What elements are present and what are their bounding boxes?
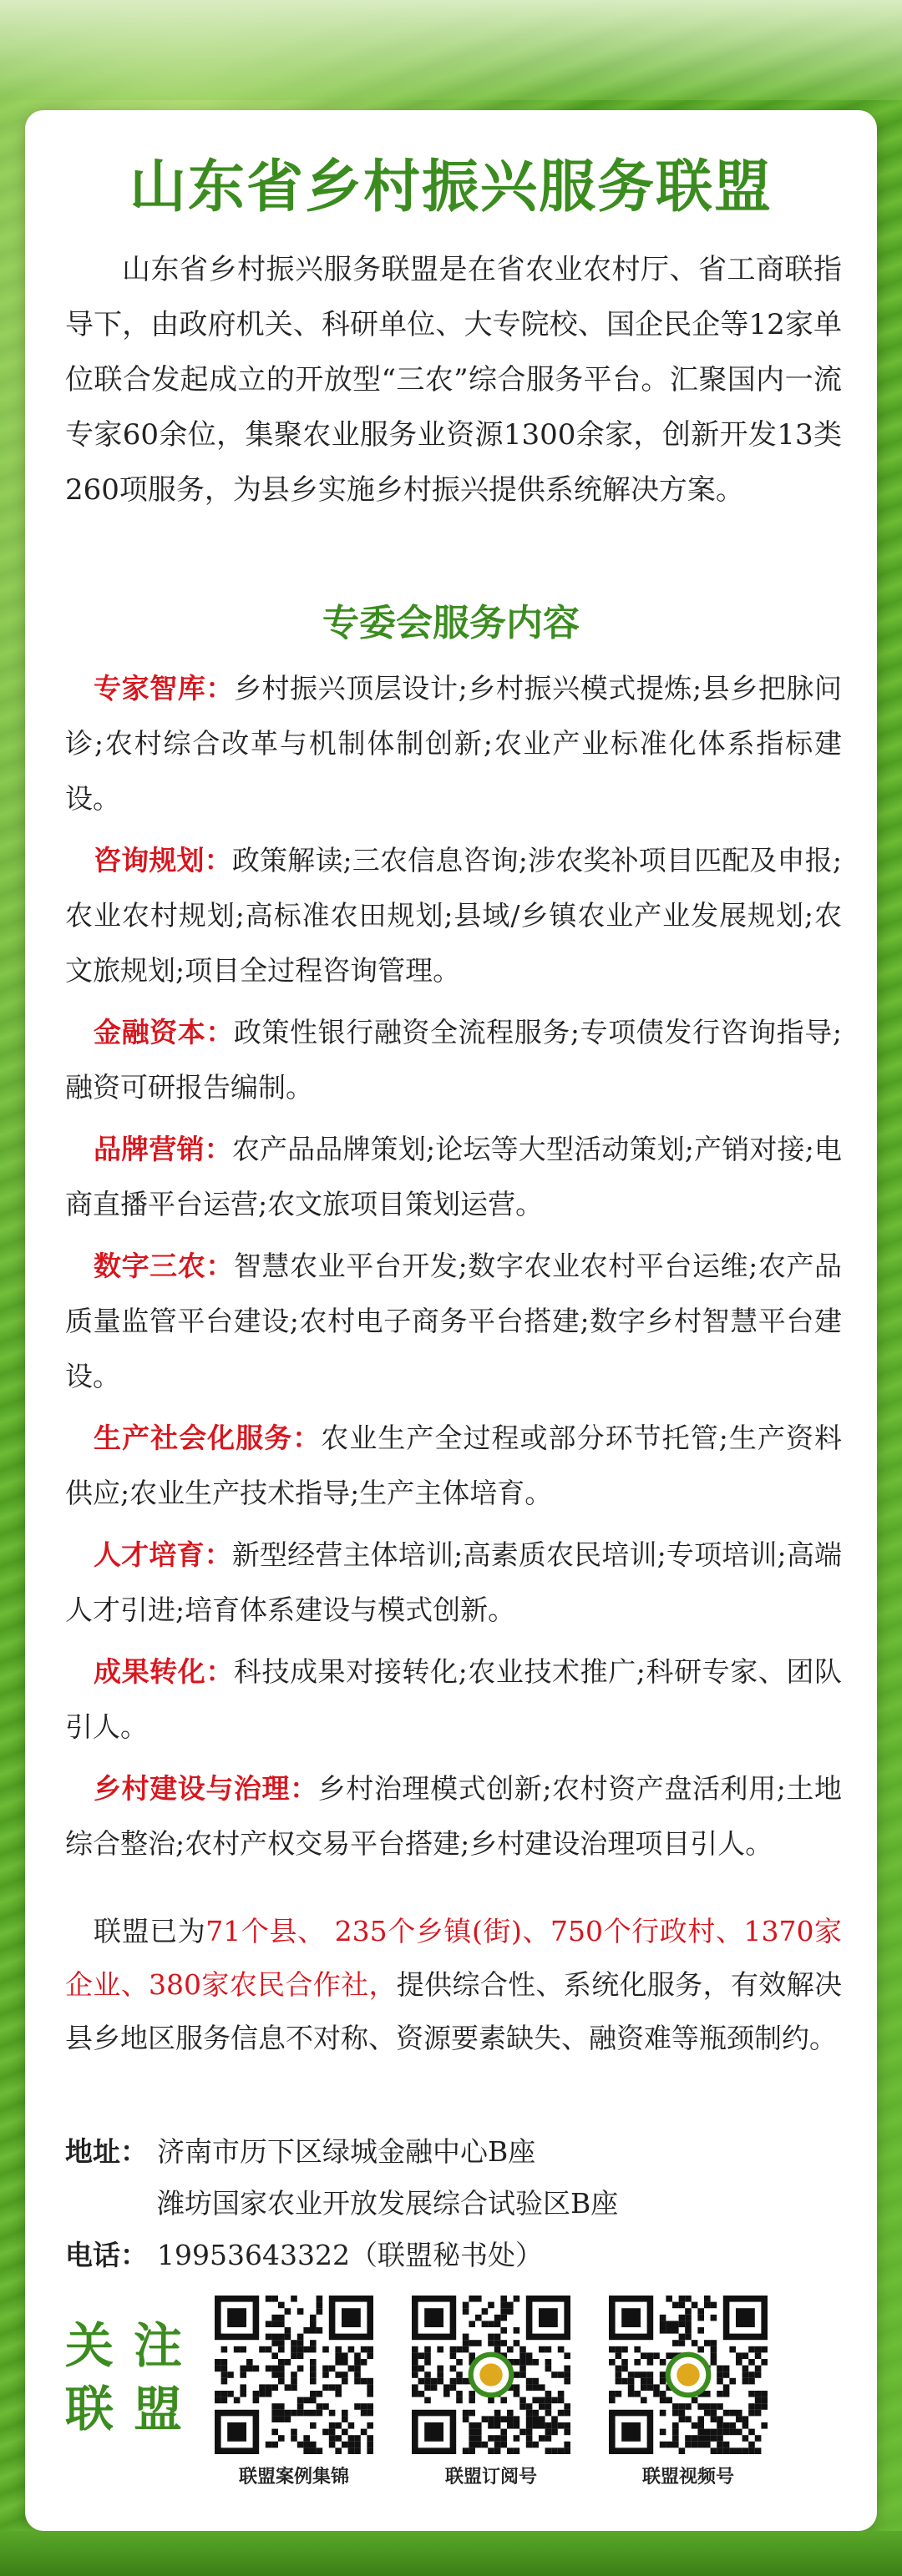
qr-code-icon [412, 2296, 570, 2454]
qr-caption: 联盟订阅号 [444, 2467, 537, 2488]
service-item [65, 1761, 842, 1871]
service-text: 科技成果对接转化;农业技术推广;科研专家、团队引人。 [65, 1655, 842, 1743]
info-card [25, 110, 877, 2531]
service-text: 乡村振兴顶层设计;乡村振兴模式提炼;县乡把脉问诊;农村综合改革与机制体制创新;农业产业标准化体系指标建设。 [65, 672, 842, 815]
summary-suffix: 提供综合性、系统化服务，有效解决县乡地区服务信息不对称、资源要素缺失、融资难等瓶颈制约。 [65, 1968, 842, 2054]
contact-block [65, 2126, 842, 2281]
qr-caption: 联盟案例集锦 [238, 2467, 349, 2488]
service-item [65, 1239, 842, 1404]
follow-label: 关注联盟 [65, 2317, 203, 2437]
summary-paragraph [65, 1905, 842, 2065]
service-item [65, 1122, 842, 1232]
section-heading: 专委会服务内容 [322, 602, 580, 644]
phone-number[interactable]: 19953643322（联盟秘书处） [157, 2239, 543, 2271]
summary-highlight: 71个县、 235个乡镇(街)、750个行政村、1370家企业、380家农民合作社， [65, 1915, 843, 2001]
service-label: 专家智库： [94, 672, 234, 705]
address-line-1: 济南市历下区绿城金融中心B座 [157, 2135, 536, 2168]
service-label: 成果转化： [94, 1655, 234, 1688]
service-label: 生产社会化服务： [94, 1422, 322, 1454]
page-title: 山东省乡村振兴服务联盟 [129, 154, 773, 220]
service-text: 农产品品牌策划;论坛等大型活动策划;产销对接;电商直播平台运营;农文旅项目策划运营。 [65, 1133, 843, 1220]
service-text: 新型经营主体培训;高素质农民培训;专项培训;高端人才引进;培育体系建设与模式创新。 [65, 1538, 843, 1626]
service-text: 智慧农业平台开发;数字农业农村平台运维;农产品质量监管平台建设;农村电子商务平台搭建;数字乡村智慧平台建设。 [65, 1250, 842, 1392]
service-list [65, 661, 842, 1878]
qr-code-subscription[interactable] [408, 2296, 575, 2488]
qr-code-icon [609, 2296, 768, 2454]
service-item [65, 1644, 842, 1755]
service-item [65, 661, 842, 826]
service-item [65, 1411, 842, 1521]
service-text: 政策性银行融资全流程服务;专项债发行咨询指导;融资可研报告编制。 [65, 1016, 842, 1104]
service-label: 金融资本： [94, 1016, 234, 1048]
service-item [65, 1528, 842, 1638]
service-text: 农业生产全过程或部分环节托管;生产资料供应;农业生产技术指导;生产主体培育。 [65, 1422, 843, 1509]
address-label: 地址： [65, 2135, 148, 2168]
service-text: 乡村治理模式创新;农村资产盘活利用;土地综合整治;农村产权交易平台搭建;乡村建设治理项目引人。 [65, 1772, 842, 1860]
service-text: 政策解读;三农信息咨询;涉农奖补项目匹配及申报;农业农村规划;高标准农田规划;县域/乡镇农业产业发展规划;农文旅规划;项目全过程咨询管理。 [65, 844, 843, 987]
intro-paragraph: 山东省乡村振兴服务联盟是在省农业农村厅、省工商联指导下，由政府机关、科研单位、大专院校、国企民企等12家单位联合发起成立的开放型“三农”综合服务平台。汇聚国内一流专家60余位，集聚农业服务业资源1300余家，创新开发13类260项服务，为县乡实施乡村振兴提供系统解决方案。 [65, 253, 842, 507]
background-footer [0, 2531, 902, 2576]
summary-prefix: 联盟已为 [94, 1915, 206, 1947]
service-label: 乡村建设与治理： [94, 1772, 318, 1805]
address-line-2: 潍坊国家农业开放发展综合试验区B座 [157, 2187, 619, 2220]
qr-code-icon [215, 2296, 373, 2454]
background-sky [0, 0, 902, 100]
qr-caption: 联盟视频号 [641, 2467, 734, 2488]
service-label: 咨询规划： [94, 844, 232, 876]
service-label: 品牌营销： [94, 1133, 232, 1165]
phone-label: 电话： [65, 2239, 148, 2271]
service-label: 数字三农： [94, 1250, 234, 1282]
service-item [65, 1005, 842, 1115]
qr-code-video[interactable] [605, 2296, 772, 2488]
qr-code-cases[interactable] [210, 2296, 378, 2488]
service-label: 人才培育： [94, 1538, 232, 1571]
service-item [65, 833, 842, 998]
